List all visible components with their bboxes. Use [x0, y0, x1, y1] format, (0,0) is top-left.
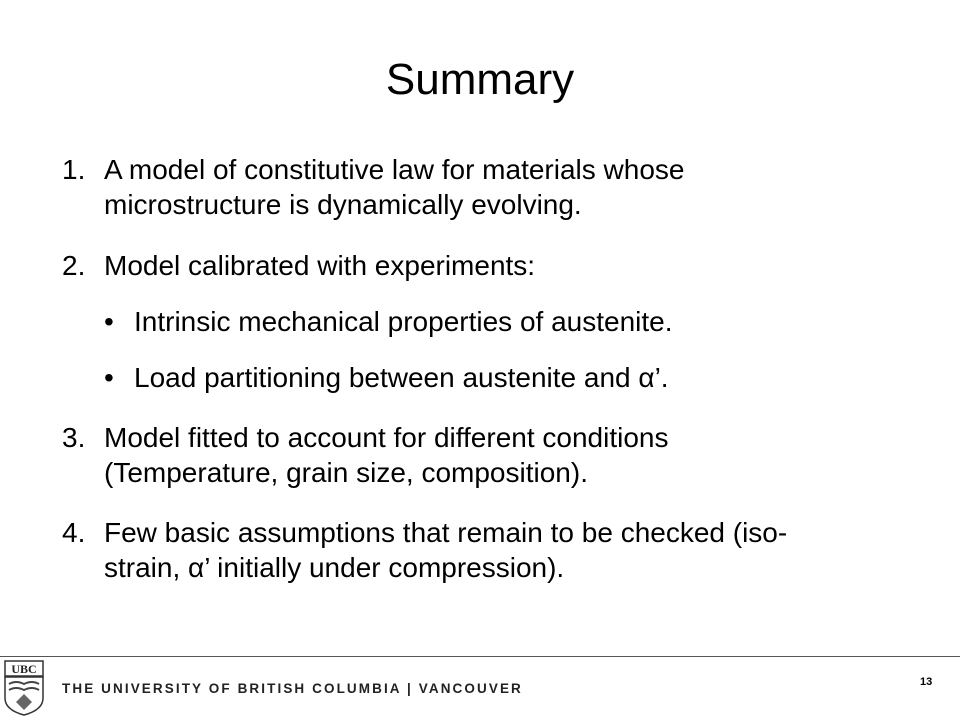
bullet-marker: • — [104, 306, 114, 337]
sub-bullet — [104, 304, 924, 339]
list-text-line: (Temperature, grain size, composition). — [104, 457, 588, 488]
list-text-line: A model of constitutive law for materials whose — [104, 154, 685, 185]
page-number: 13 — [920, 676, 933, 688]
list-item — [62, 515, 922, 585]
bullet-marker: • — [104, 362, 114, 393]
ubc-crest-logo — [4, 660, 44, 716]
list-number: 4. — [62, 517, 86, 548]
list-text-line: Model fitted to account for different conditions — [104, 422, 669, 453]
logo-text: UBC — [11, 662, 37, 676]
sub-bullet-text: Intrinsic mechanical properties of austenite. — [134, 306, 673, 337]
sub-bullet-text: Load partitioning between austenite and α’. — [134, 362, 669, 393]
footer-divider — [0, 656, 960, 657]
list-number: 1. — [62, 154, 86, 185]
list-text-line: Model calibrated with experiments: — [104, 250, 536, 281]
list-item — [62, 248, 922, 283]
list-number: 2. — [62, 250, 86, 281]
list-text-line: microstructure is dynamically evolving. — [104, 189, 582, 220]
list-item — [62, 152, 922, 222]
university-name: THE UNIVERSITY OF BRITISH COLUMBIA | VANCOUVER — [62, 681, 523, 696]
list-item — [62, 420, 922, 490]
list-text-line: strain, α’ initially under compression). — [104, 552, 565, 583]
list-number: 3. — [62, 422, 86, 453]
list-text-line: Few basic assumptions that remain to be checked (iso- — [104, 517, 788, 548]
sub-bullet — [104, 360, 924, 395]
slide-title: Summary — [385, 55, 575, 104]
